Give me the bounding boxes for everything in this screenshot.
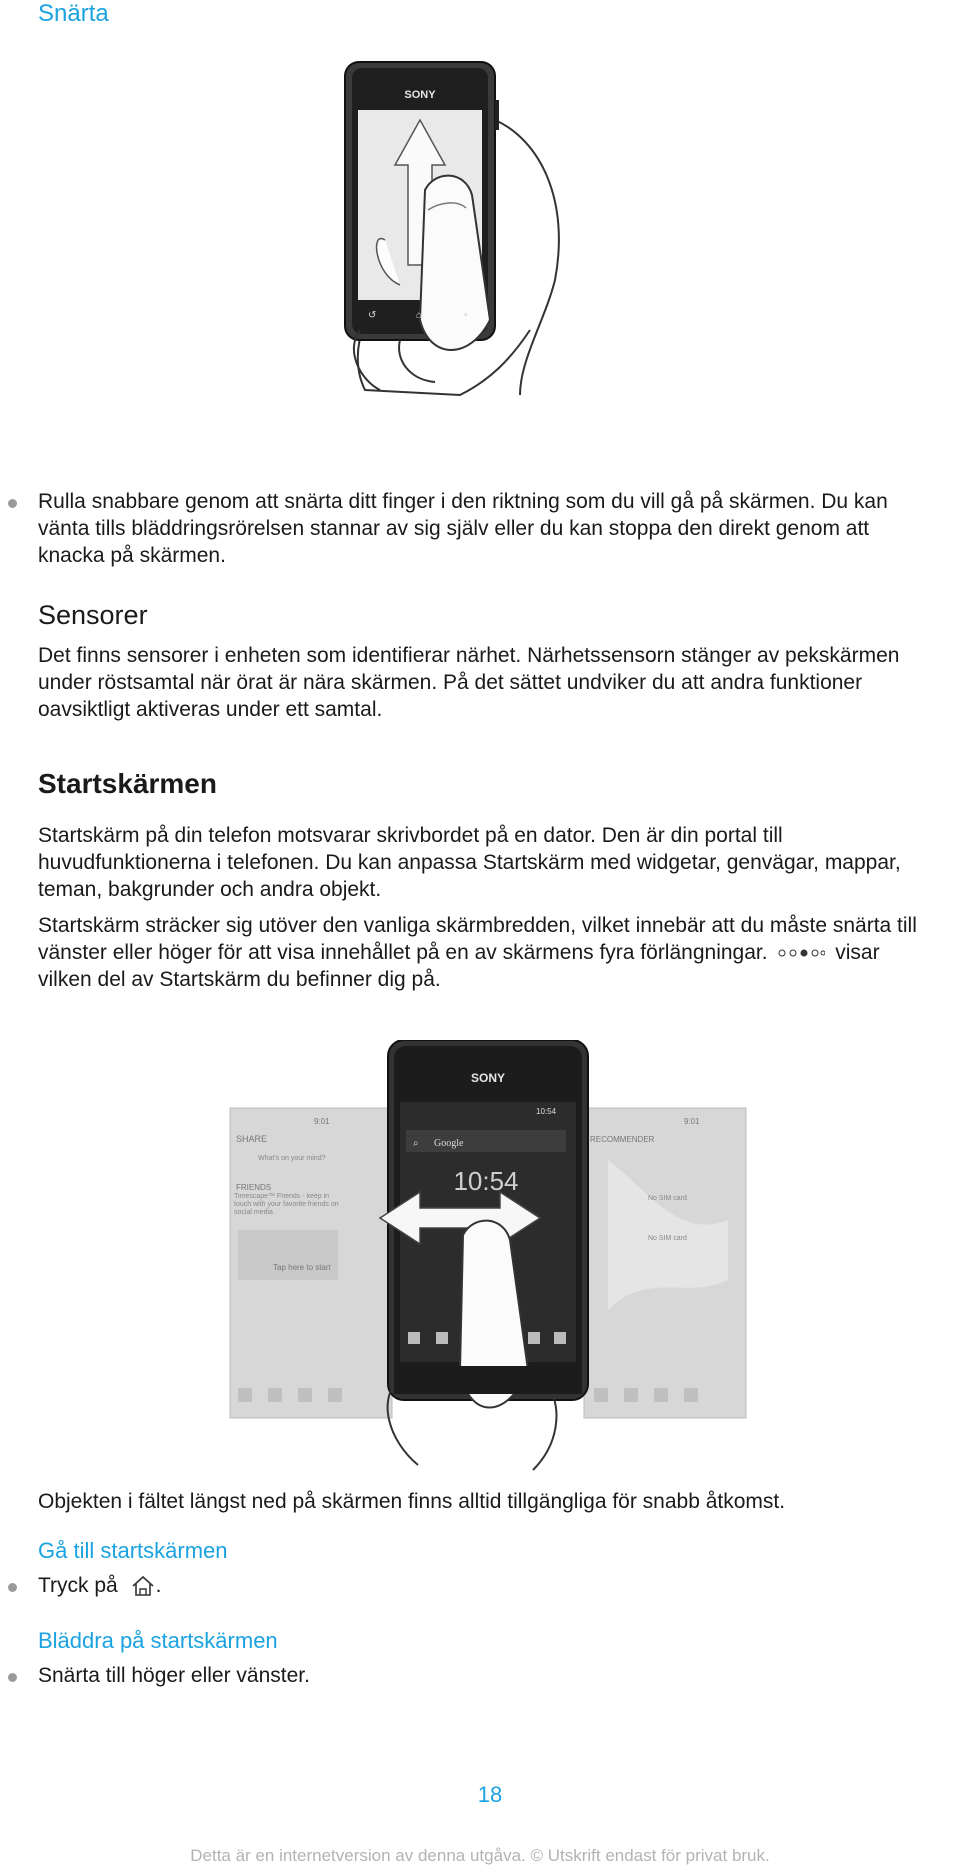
section-heading-flick: Snärta [38,0,109,27]
friends-text: Timescape™ Friends - keep in touch with your favorite friends on social media [234,1193,339,1216]
home-icon [130,1574,156,1598]
back-key-icon: ↺ [368,310,377,321]
right-pane-time: 9:01 [684,1117,700,1126]
subheading-browse-home: Bläddra på startskärmen [38,1628,278,1653]
section-heading-home-screen: Startskärmen [38,768,217,799]
go-home-step-end: . [155,1574,162,1597]
dock-note: Objekten i fältet längst ned på skärmen finns alltid tillgängliga för snabb åtkomst. [38,1490,786,1513]
status-time: 10:54 [536,1107,557,1116]
go-home-step [38,1572,938,1599]
share-prompt: What's on your mind? [258,1155,326,1162]
share-label: SHARE [236,1134,268,1144]
home-screen-paragraph-2-start: Startskärm sträcker sig utöver den vanliga skärmbredden, vilket innebär att du måste snärta till vänster eller höger för att visa innehållet på en av skärmens fyra förlängningar. [38,914,917,964]
brand-logo: SONY [470,1071,506,1085]
home-screen-illustration [228,1040,748,1472]
friends-label: FRIENDS [236,1183,272,1192]
clock-widget: 10:54 [453,1166,519,1196]
footer-notice: Detta är en internetversion av denna utgåva. © Utskrift endast för privat bruk. [190,1846,770,1865]
browse-home-step: Snärta till höger eller vänster. [38,1664,310,1687]
bullet-icon [8,499,17,508]
home-screen-paragraph-1: Startskärm på din telefon motsvarar skrivbordet på en dator. Den är din portal till huvudfunktionerna i telefonen. Du kan anpassa Startskärm med widgetar, genvägar, mappar, teman, bakgrunder och andra objekt. [38,824,901,901]
recommender-label: RECOMMENDER [590,1135,655,1144]
google-search-label: Google [434,1138,464,1149]
flick-illustration [340,60,660,400]
flick-description: Rulla snabbare genom att snärta ditt finger i den riktning som du vill gå på skärmen. Du kan vänta tills bläddringsrörelsen stannar av sig själv eller du kan stoppa den direkt genom att knacka på skärmen. [38,490,888,567]
sensors-text: Det finns sensorer i enheten som identifierar närhet. Närhetssensorn stänger av pekskärmen under röstsamtal när örat är nära skärmen. På det sättet undviker du att andra funktioner oavsiktligt aktiveras under ett samtal. [38,644,900,721]
go-home-step-text: Tryck på [38,1574,118,1597]
tap-to-start: Tap here to start [273,1263,331,1272]
bullet-icon [8,1673,17,1682]
section-heading-sensors: Sensorer [38,600,148,630]
bullet-icon [8,1583,17,1592]
page-number: 18 [477,1782,503,1807]
subheading-go-home: Gå till startskärmen [38,1538,228,1563]
no-sim-label-1: No SIM card [648,1195,687,1202]
no-sim-label-2: No SIM card [648,1235,687,1242]
home-screen-paragraph-2-end: visar vilken del av Startskärm du befinner dig på. [38,941,880,991]
left-pane-time: 9:01 [314,1117,330,1126]
brand-logo: SONY [404,89,436,101]
page-indicator-icon [777,947,825,959]
menu-key-icon: ▪ [464,310,468,321]
home-key-icon: ⌂ [416,310,423,321]
search-icon: ⌕ [413,1138,419,1149]
home-screen-paragraph-2 [38,912,938,993]
